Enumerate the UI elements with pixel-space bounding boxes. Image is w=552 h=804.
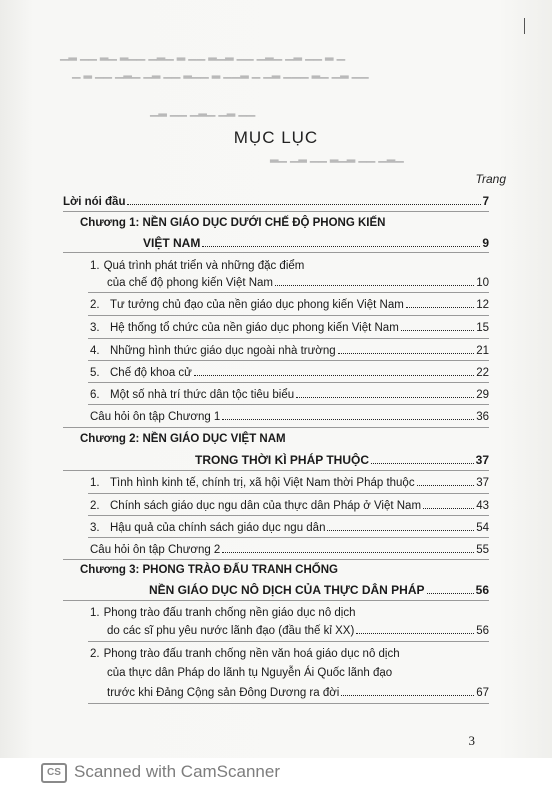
toc-entry-1-5[interactable]	[90, 366, 489, 380]
toc-entry-1-4[interactable]	[90, 344, 489, 358]
toc-entry-label: Một số nhà trí thức dân tộc tiêu biểu	[110, 389, 295, 401]
bleed-through-text: ▁ ▂ ▁▁ ▂▁ ▁▂▁ ▁▁ ▂▁▂ ▁▁ ▂ ▁▂▁ ▁▁▂ ▁▂ ▁▁ ▂▁	[60, 49, 346, 61]
leader-dots	[275, 285, 474, 286]
toc-entry-number: 1.	[90, 607, 100, 619]
toc-entry-label: do các sĩ phu yêu nước lãnh đạo (đầu thế kỉ XX)	[107, 625, 355, 637]
toc-entry-label: Câu hỏi ôn tập Chương 2	[90, 544, 221, 556]
divider	[63, 211, 489, 212]
scanner-watermark-text: Scanned with CamScanner	[74, 762, 281, 781]
toc-entry-label: Quá trình phát triển và những đặc điểm	[103, 260, 305, 272]
toc-entry-number: 5.	[90, 367, 100, 379]
toc-entry-review-1[interactable]	[90, 410, 489, 424]
toc-entry-1-2[interactable]	[90, 298, 489, 312]
toc-entry-label: Hậu quả của chính sách giáo dục ngu dân	[110, 522, 326, 534]
toc-entry-label: Những hình thức giáo dục ngoài nhà trường	[110, 345, 336, 357]
toc-entry-3-2-line2[interactable]: của thực dân Pháp do lãnh tụ Nguyễn Ái Quốc lãnh đạo	[107, 667, 393, 679]
toc-entry-number: 3.	[90, 322, 100, 334]
bleed-through-text: ▁▁ ▂▁ ▁▂ ▁▁▁ ▂▁ ▁ ▂▁▁ ▂ ▁▁▂ ▁▁ ▂▁ ▁▂▁ ▁▁ ▂ ▁	[72, 67, 369, 79]
leader-dots	[296, 397, 474, 398]
toc-entry-number: 4.	[90, 345, 100, 357]
divider	[88, 515, 489, 516]
divider	[88, 703, 489, 704]
chapter-1-title-line1[interactable]: Chương 1: NỀN GIÁO DỤC DƯỚI CHẾ ĐỘ PHONG KIẾN	[80, 217, 386, 229]
toc-entry-page: 7	[482, 196, 489, 208]
leader-dots	[194, 375, 474, 376]
toc-entry-number: 6.	[90, 389, 100, 401]
toc-entry-label: trước khi Đảng Cộng sản Đông Dương ra đời	[107, 687, 340, 699]
divider	[88, 360, 489, 361]
page-title: MỤC LỤC	[233, 128, 319, 147]
scan-edge-mark	[524, 18, 525, 34]
toc-entry-page: 29	[476, 389, 489, 401]
leader-dots	[338, 353, 475, 354]
toc-entry-label: VIỆT NAM	[143, 236, 201, 250]
divider	[88, 338, 489, 339]
toc-entry-label: Chế độ khoa cử	[110, 367, 192, 379]
toc-entry-1-3[interactable]	[90, 321, 489, 335]
toc-entry-label: Hệ thống tổ chức của nền giáo dục phong kiến Việt Nam	[110, 322, 399, 334]
leader-dots	[127, 204, 480, 205]
divider	[88, 292, 489, 293]
divider	[88, 382, 489, 383]
leader-dots	[222, 552, 474, 553]
toc-entry-page: 37	[476, 477, 489, 489]
divider	[63, 470, 489, 471]
toc-entry-review-2[interactable]	[90, 543, 489, 557]
camscanner-logo-icon: CS	[41, 763, 67, 783]
toc-entry-3-1[interactable]	[107, 624, 489, 638]
toc-entry-number: 1.	[90, 260, 100, 272]
leader-dots	[202, 246, 480, 247]
toc-entry-page: 12	[476, 299, 489, 311]
leader-dots	[341, 695, 474, 696]
toc-entry-label: Phong trào đấu tranh chống nền văn hoá giáo dục nô dịch	[103, 648, 400, 660]
toc-entry-page: 22	[476, 367, 489, 379]
divider	[88, 641, 489, 642]
toc-entry-label: Lời nói đầu	[63, 196, 126, 208]
toc-entry-page: 43	[476, 500, 489, 512]
page-column-label: Trang	[475, 172, 506, 186]
divider	[88, 493, 489, 494]
toc-entry-page: 10	[476, 277, 489, 289]
toc-entry-label: TRONG THỜI KÌ PHÁP THUỘC	[195, 453, 370, 467]
toc-entry-page: 21	[476, 345, 489, 357]
divider	[63, 252, 489, 253]
scanner-watermark	[0, 758, 552, 804]
chapter-3-title-line1[interactable]: Chương 3: PHONG TRÀO ĐẤU TRANH CHỐNG	[80, 564, 338, 576]
toc-entry-label: Tình hình kinh tế, chính trị, xã hội Việt Nam thời Pháp thuộc	[110, 477, 415, 489]
leader-dots	[401, 330, 474, 331]
divider	[88, 537, 489, 538]
toc-entry-label: của chế độ phong kiến Việt Nam	[107, 277, 274, 289]
toc-entry-number: 1.	[90, 477, 100, 489]
toc-entry-3-2-line1[interactable]	[90, 647, 400, 661]
toc-entry-3-2[interactable]	[107, 686, 489, 700]
divider	[88, 404, 489, 405]
leader-dots	[327, 530, 474, 531]
divider	[63, 559, 489, 560]
toc-entry-3-1-line1[interactable]	[90, 606, 356, 620]
divider	[63, 600, 489, 601]
toc-entry-page: 36	[476, 411, 489, 423]
leader-dots	[423, 508, 474, 509]
toc-entry-page: 67	[476, 687, 489, 699]
leader-dots	[222, 419, 474, 420]
leader-dots	[417, 485, 475, 486]
divider	[88, 315, 489, 316]
toc-entry-preface[interactable]	[63, 195, 489, 209]
toc-entry-page: 9	[482, 236, 489, 250]
toc-entry-page: 37	[475, 453, 489, 467]
toc-entry-number: 3.	[90, 522, 100, 534]
toc-entry-number: 2.	[90, 648, 100, 660]
chapter-2-title-line1[interactable]: Chương 2: NỀN GIÁO DỤC VIỆT NAM	[80, 433, 286, 445]
toc-entry-chapter-3[interactable]	[149, 583, 489, 597]
toc-entry-label: Câu hỏi ôn tập Chương 1	[90, 411, 221, 423]
toc-entry-1-1-line1[interactable]	[90, 259, 304, 273]
toc-entry-2-2[interactable]	[90, 499, 489, 513]
toc-entry-chapter-1[interactable]	[143, 236, 489, 250]
toc-entry-label: Chính sách giáo dục ngu dân của thực dân Pháp ở Việt Nam	[110, 500, 422, 512]
toc-entry-label: Phong trào đấu tranh chống nền giáo dục nô dịch	[103, 607, 356, 619]
toc-entry-1-6[interactable]	[90, 388, 489, 402]
toc-entry-label: NỀN GIÁO DỤC NÔ DỊCH CỦA THỰC DÂN PHÁP	[149, 583, 425, 597]
toc-entry-2-3[interactable]	[90, 521, 489, 535]
toc-entry-2-1[interactable]	[90, 476, 489, 490]
leader-dots	[406, 307, 474, 308]
leader-dots	[356, 633, 474, 634]
bleed-through-text: ▁▁ ▂▁ ▁▂▁ ▁▁ ▂▁	[150, 105, 256, 117]
toc-entry-number: 2.	[90, 299, 100, 311]
toc-entry-page: 56	[475, 583, 489, 597]
toc-entry-number: 2.	[90, 500, 100, 512]
leader-dots	[371, 463, 474, 464]
toc-entry-page: 15	[476, 322, 489, 334]
leader-dots	[427, 593, 474, 594]
toc-entry-chapter-2[interactable]	[195, 453, 489, 467]
toc-entry-label: Tư tưởng chủ đạo của nền giáo dục phong kiến Việt Nam	[110, 299, 404, 311]
toc-entry-page: 55	[476, 544, 489, 556]
page-number: 3	[468, 733, 475, 748]
toc-entry-page: 54	[476, 522, 489, 534]
toc-entry-1-1[interactable]	[107, 276, 489, 290]
divider	[63, 427, 489, 428]
toc-entry-page: 56	[476, 625, 489, 637]
bleed-through-text: ▁▂▁ ▁▁ ▂▁▂ ▁▁ ▂▁ ▁▂	[270, 151, 404, 163]
